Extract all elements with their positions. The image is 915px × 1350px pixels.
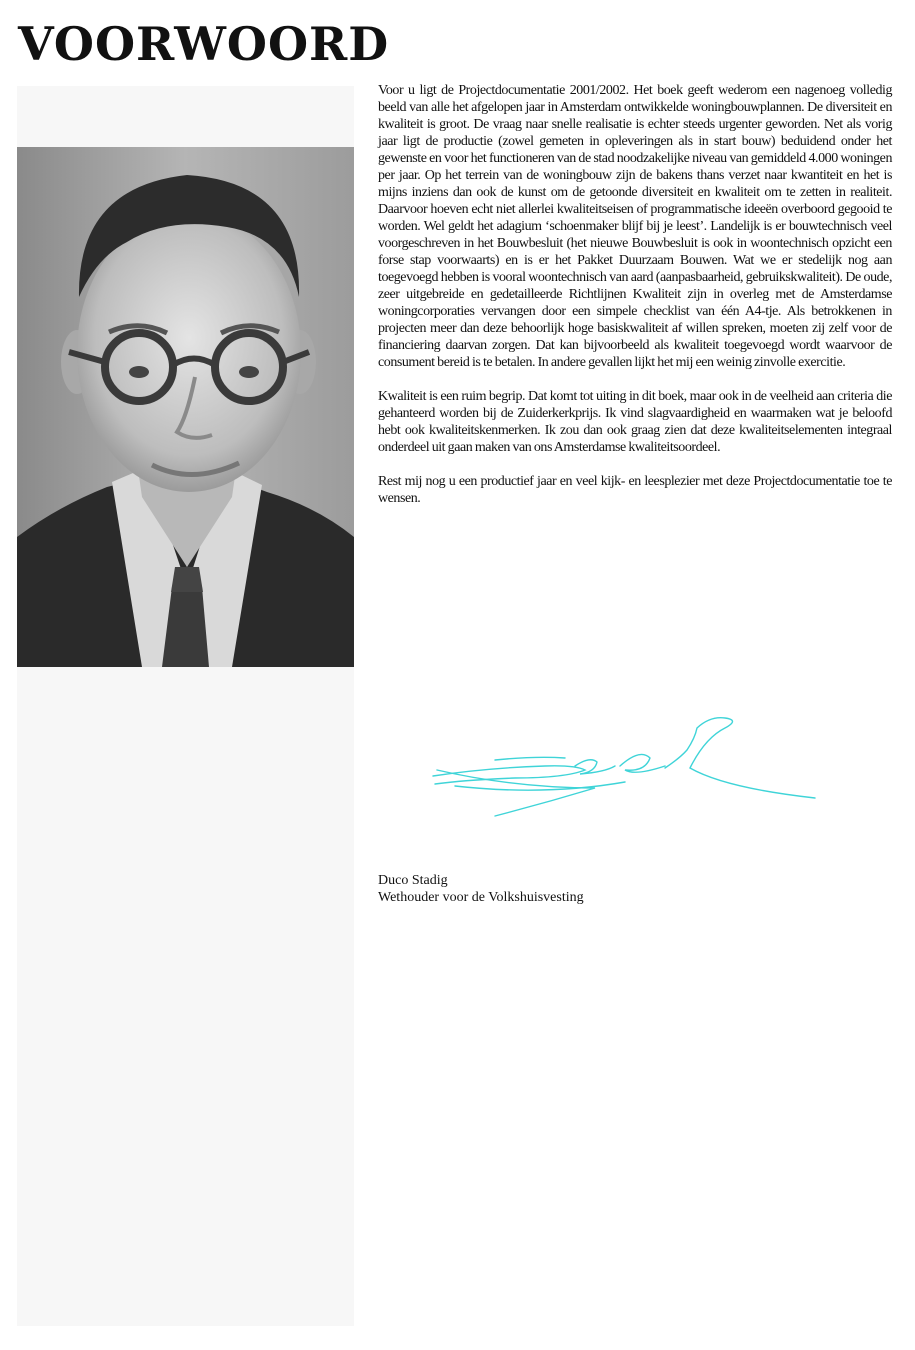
- paragraph: Rest mij nog u een productief jaar en veel kijk- en leesplezier met deze Projectdocumentatie toe te wensen.: [378, 474, 892, 506]
- signer-block: [378, 872, 584, 906]
- paragraph: Kwaliteit is een ruim begrip. Dat komt tot uiting in dit boek, maar ook in de veelheid aan criteria die gehanteerd worden bij de Zuiderkerkprijs. Ik vind slagvaardigheid en waarmaken wat je beloofd hebt ook kwaliteitskenmerken. Ik zou dan ook graag zien dat deze kwaliteitselementen integraal onderdeel uit gaan maken van ons Amsterdamse kwaliteitsoordeel.: [378, 389, 892, 455]
- signer-name: Duco Stadig: [378, 873, 448, 888]
- signature: [425, 708, 825, 828]
- signer-role: Wethouder voor de Volkshuisvesting: [378, 890, 584, 905]
- page-title: VOORWOORD: [18, 17, 390, 71]
- paragraph: Voor u ligt de Projectdocumentatie 2001/2002. Het boek geeft wederom een nagenoeg volledig beeld van alle het afgelopen jaar in Amsterdam ontwikkelde woningbouwplannen. De diversiteit en kwaliteit is groot. De vraag naar snelle realisatie is echter steeds urgenter geworden. Net als vorig jaar ligt de productie (zowel gemeten in opleveringen als in start bouw) beduidend onder het gewenste en voor het functioneren van de stad noodzakelijke niveau van gemiddeld 4.000 woningen per jaar. Op het terrein van de woningbouw zijn de bakens thans verzet naar kwantiteit en het is mijns inziens dan ook de kunst om de getoonde diversiteit en kwaliteit om te zetten in realiteit. Daarvoor hoeven echt niet allerlei kwaliteitseisen of programmatische ideeën overboord gegooid te worden. Wel geldt het adagium ‘schoenmaker blijf bij je leest’. Landelijk is er bouwtechnisch veel voorgeschreven in het Bouwbesluit (het nieuwe Bouwbesluit is ook in woontechnisch opzicht een forse stap voorwaarts) en is er het Pakket Duurzaam Bouwen. Wat we er stedelijk nog aan toegevoegd hebben is vooral woontechnisch van aard (aanpasbaarheid, gebruikskwaliteit). De oude, zeer uitgebreide en gedetailleerde Richtlijnen Kwaliteit zijn in overleg met de Amsterdamse woningcorporaties vervangen door een simpele checklist van één A4-tje. Als betrokkenen in projecten meer dan deze behoorlijk hoge basiskwaliteit af willen spreken, moeten zij zelf voor de financiering daarvan zorgen. Dat kan bijvoorbeeld als kwaliteit toegevoegd wordt waarvoor de consument bereid is te betalen. In andere gevallen lijkt het mij een weinig zinvolle exercitie.: [378, 83, 892, 370]
- portrait-photo: [17, 147, 354, 667]
- foreword-text: [378, 82, 892, 524]
